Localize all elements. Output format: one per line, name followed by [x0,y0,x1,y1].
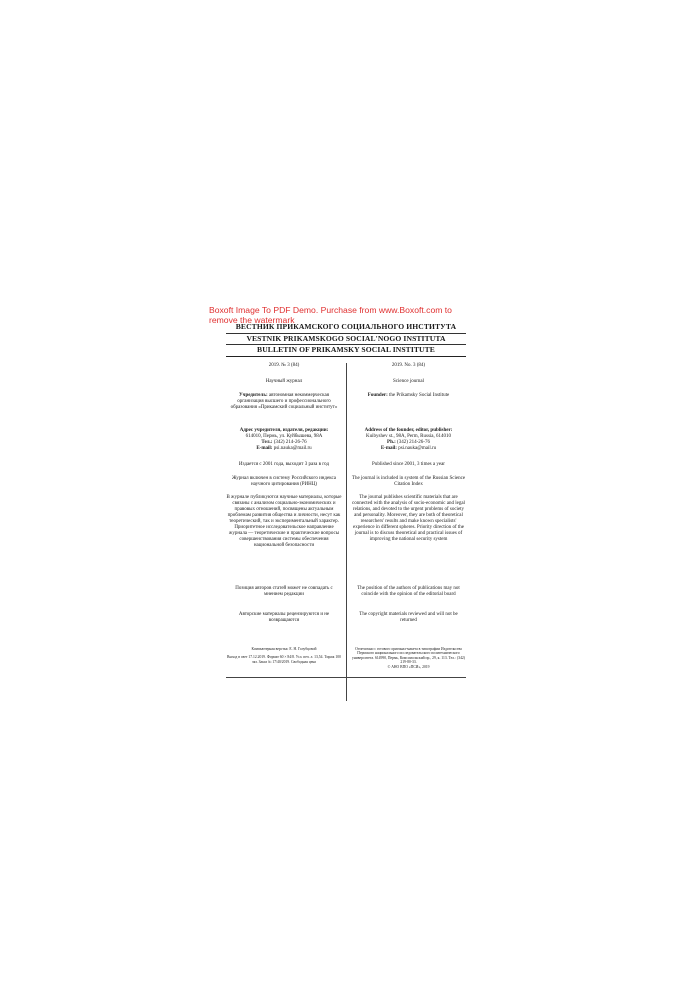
title-en: BULLETIN OF PRIKAMSKY SOCIAL INSTITUTE [226,345,466,357]
phone-label-en: Ph.: [387,439,396,445]
founder-label-en: Founder: [367,392,388,398]
english-column [346,363,466,670]
published-en: Published since 2001, 3 times a year [372,461,445,467]
masthead [226,322,466,357]
footer-divider [226,677,466,678]
address-label-ru: Адрес учредителя, издателя, редакции: [239,427,329,433]
russian-column [226,363,346,670]
published-ru: Издается с 2001 года, выходит 3 раза в год [238,461,330,467]
founder-label-ru: Учредитель: [239,392,268,398]
address-ru [226,428,342,462]
index-ru: Журнал включен в систему Российского индекса научного цитирования (РИНЦ) [231,475,336,487]
footer-print-en: Отпечатано с готового оригинал-макета в типографии Издательства Пермского национального исследовательского политехнического университета. 614990, Пермь, Комсомольский пр., 29, к. 113. Тел.: (342) 219-80-33. [351,646,465,665]
issue-en: 2019. No. 3 (84) [391,362,426,368]
founder-en [351,393,466,428]
footer-print-ru: Выход в свет 17.12.2019. Формат 60 × 84/8. Усл. печ. л. 13,54. Тираж 100 экз. Заказ № 17/40/2019. Свободная цена [227,655,341,664]
address-en [351,428,466,462]
email-label-en: E-mail: [380,445,397,451]
footer-layout-ru: Компьютерная верстка: Е. Н. Голубцовой [251,646,317,651]
title-translit: VESTNIK PRIKAMSKOGO SOCIAL'NOGO INSTITUTA [226,334,466,346]
column-divider [346,363,347,701]
founder-text-en: the Prikamsky Social Institute [389,392,450,398]
phone-label-ru: Тел.: [261,439,273,445]
founder-text-ru: автономная некоммерческая организация высшего и профессионального образования «Прикамский социальный институт» [230,392,338,410]
address-text-en: Kuibyshev st., 98A, Perm, Russia, 614010 [366,433,451,439]
journal-imprint-page [226,322,466,669]
journal-type-ru: Научный журнал [265,378,303,384]
address-text-ru: 614010, Пермь, ул. Куйбышева, 98А [245,433,323,439]
position-en: The position of the authors of publications may not coincide with the opinion of the editorial board [357,585,460,597]
position-ru: Позиция авторов статей может не совпадать с мнением редакции [235,585,333,597]
email-text-ru: psi.nauka@mail.ru [273,445,312,451]
footer-en [351,638,466,670]
email-text-en: psi.nauka@mail.ru [398,445,437,451]
scope-en: The journal publishes scientific materials that are connected with the analysis of socio-economic and legal relations, and devoted to the urgent problems of society and personality. Moreover, they are both of theoretical researchers' results and make known specialists' experience in different spheres. Priority direction of the journal is to discuss theoretical and practical issues of improving the national security system [352,494,465,543]
issue-ru: 2019. № 3 (84) [268,362,300,368]
footer-ru [226,638,342,665]
copyright-ru: Авторские материалы рецензируются и не возвращаются [238,611,330,623]
founder-ru [226,393,342,428]
email-label-ru: E-mail: [256,445,273,451]
journal-type-en: Science journal [393,378,424,384]
phone-text-en: (342) 214-26-76 [397,439,430,445]
index-en: The journal is included in system of the Russian Science Citation Index [351,475,466,487]
address-label-en: Address of the founder, editor, publisher: [364,427,453,433]
watermark-text: Boxoft Image To PDF Demo. Purchase from www.Boxoft.com to remove the watermark [209,305,452,325]
footer-copyright-en: © АНО ВПО «ПСИ», 2019 [387,664,430,669]
copyright-en: The copyright materials reviewed and will not be returned [359,611,458,623]
two-column-content [226,363,466,670]
scope-ru: В журнале публикуются научные материалы, которые связаны с анализом социально-экономических и правовых отношений, посвящены актуальным проблемам развития общества и личности, несут как теоретический, так и экспериментальный характер. Приоритетное исследовательское направление журнала — теоретические и практические вопросы совершенствования системы обеспечения национальной безопасности [226,494,342,549]
phone-text-ru: (342) 214-26-76 [273,439,307,445]
title-ru: ВЕСТНИК ПРИКАМСКОГО СОЦИАЛЬНОГО ИНСТИТУТА [226,322,466,334]
